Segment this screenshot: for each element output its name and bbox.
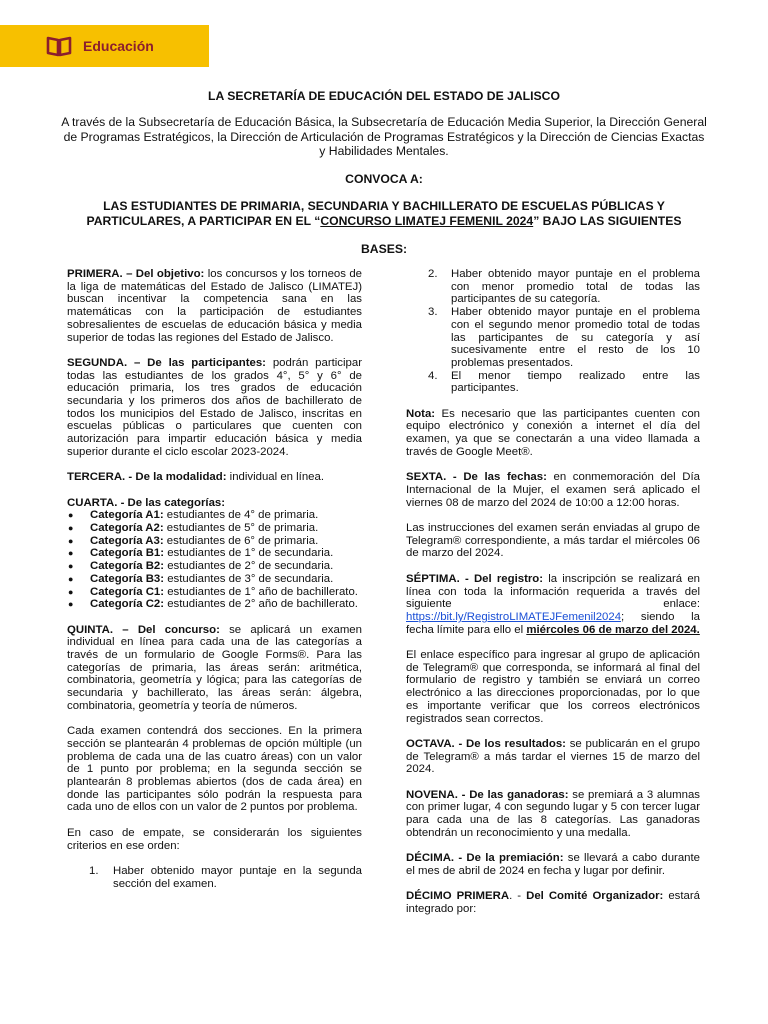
- list-item: [428, 268, 700, 306]
- section-text: podrán participar todas las estudiantes de los grados 4°, 5° y 6° de educación primaria, los tres grados de educación secundaria y los primeros dos años de bachillerato de todos los municipios del Estado de Jalisco, inscritas en escuelas públicas o particulares que cuenten con autorización para impartir educación básica y media superior durante el ciclo escolar 2023-2024.: [67, 356, 362, 458]
- section-label: DÉCIMA. - De la premiación:: [406, 852, 564, 865]
- list-item: [67, 573, 362, 586]
- registration-link[interactable]: https://bit.ly/RegistroLIMATEJFemenil2024: [406, 610, 622, 623]
- section-label: OCTAVA. - De los resultados:: [406, 737, 566, 750]
- section-segunda: [67, 357, 362, 459]
- list-text: Haber obtenido mayor puntaje en el problema con el segundo menor promedio total de todas las participantes de su categoría y así sucesivamente entre el resto de los 10 problemas presentados.: [451, 306, 700, 369]
- section-text: estará integrado por:: [406, 890, 700, 916]
- septima-paragraph-2: El enlace específico para ingresar al grupo de aplicación de Telegram® que corresponda, se informará al final del formulario de registro y también se enviará un correo electrónico a las direcciones proporcionadas, por lo que es importante verificar que los correos electrónicos registrados sean correctos.: [406, 649, 700, 725]
- intro-paragraph: A través de la Subsecretaría de Educación Básica, la Subsecretaría de Educación Media Superior, la Dirección General de Programas Estratégicos, la Dirección de Articulación de Programas Estratégicos y la Dirección de Ciencias Exactas y Habilidades Mentales.: [61, 115, 707, 158]
- note-label: Nota:: [406, 407, 436, 420]
- list-item: [67, 509, 362, 522]
- section-text: los concursos y los torneos de la liga de matemáticas del Estado de Jalisco (LIMATEJ) buscan incentivar la competencia sana en las matemáticas con la participación de estudiantes sobresalientes de escuelas de educación básica y media superior de todas las regiones del Estado de Jalisco.: [67, 268, 362, 344]
- section-text: ; siendo la fecha límite para ello el: [406, 610, 700, 636]
- list-number: 2.: [428, 268, 438, 280]
- category-name: Categoría A3:: [90, 534, 164, 547]
- section-text: individual en línea.: [226, 471, 325, 484]
- left-column: [67, 268, 362, 890]
- list-item: [67, 586, 362, 599]
- note-paragraph: [406, 408, 700, 459]
- section-sexta: [406, 471, 700, 509]
- registration-deadline: miércoles 06 de marzo del 2024.: [526, 623, 700, 636]
- list-number: 1.: [89, 864, 99, 877]
- contest-name: CONCURSO LIMATEJ FEMENIL 2024: [320, 213, 534, 228]
- quinta-paragraph-3: En caso de empate, se considerarán los siguientes criterios en ese orden:: [67, 826, 362, 852]
- note-text: Es necesario que las participantes cuenten con equipo electrónico y conexión a internet el día del examen, ya que se conectarán a una video llamada a través de Google Meet®.: [406, 407, 700, 458]
- section-label: SÉPTIMA. - Del registro:: [406, 572, 544, 585]
- section-decima: [406, 852, 700, 877]
- list-item: [67, 547, 362, 560]
- category-name: Categoría B3:: [90, 572, 165, 585]
- brand-name: Educación: [83, 38, 154, 54]
- open-book-icon: [46, 35, 72, 57]
- category-desc: estudiantes de 4° de primaria.: [163, 509, 319, 522]
- list-text: Haber obtenido mayor puntaje en la segunda sección del examen.: [113, 864, 362, 890]
- section-text: se premiará a 3 alumnas con primer lugar, 4 con segundo lugar y 5 con tercer lugar para cada una de las 8 categorías. Las ganadoras obtendrán un reconocimiento y una medalla.: [406, 788, 700, 839]
- section-primera: [67, 268, 362, 344]
- section-label: NOVENA. - De las ganadoras:: [406, 788, 569, 801]
- category-name: Categoría A1:: [90, 509, 164, 522]
- section-label: CUARTA. - De las categorías:: [67, 496, 226, 509]
- section-decimo-primera: [406, 890, 700, 915]
- section-label: Del Comité Organizador:: [526, 890, 664, 903]
- tiebreak-list-part1: [67, 865, 362, 890]
- section-label: QUINTA. – Del concurso:: [67, 623, 220, 636]
- sexta-paragraph-2: Las instrucciones del examen serán enviadas al grupo de Telegram® correspondiente, a más tardar el miércoles 06 de marzo del 2024.: [406, 522, 700, 560]
- tiebreak-list-part2: [428, 268, 700, 395]
- page-title: LA SECRETARÍA DE EDUCACIÓN DEL ESTADO DE JALISCO: [208, 89, 560, 103]
- section-octava: [406, 738, 700, 776]
- list-item: [89, 865, 362, 890]
- right-column: [406, 268, 700, 928]
- category-name: Categoría A2:: [90, 522, 164, 535]
- section-label: TERCERA. - De la modalidad:: [67, 471, 227, 484]
- section-text: se publicarán en el grupo de Telegram® a más tardar el viernes 15 de marzo del 2024.: [406, 737, 700, 776]
- list-item: [67, 598, 362, 611]
- call-heading-post: ” BAJO LAS SIGUIENTES: [533, 213, 682, 228]
- list-item: [67, 522, 362, 535]
- category-desc: estudiantes de 2° año de bachillerato.: [164, 598, 358, 611]
- section-text: se llevará a cabo durante el mes de abril de 2024 en fecha y lugar por definir.: [406, 852, 701, 877]
- list-text: Haber obtenido mayor puntaje en el problema con menor promedio total de todas las participantes de su categoría.: [451, 268, 700, 306]
- category-list: [67, 509, 362, 611]
- category-desc: estudiantes de 1° de secundaria.: [164, 547, 334, 560]
- section-septima: [406, 573, 700, 637]
- header-banner: [0, 25, 209, 67]
- category-name: Categoría B2:: [90, 560, 165, 573]
- category-desc: estudiantes de 3° de secundaria.: [164, 572, 334, 585]
- list-item: [67, 535, 362, 548]
- call-heading: [60, 199, 708, 228]
- section-text: en conmemoración del Día Internacional de la Mujer, el examen será aplicado el viernes 08 de marzo del 2024 de 10:00 a 12:00 horas.: [406, 471, 701, 509]
- category-name: Categoría B1:: [90, 547, 165, 560]
- convoca-heading: CONVOCA A:: [345, 172, 423, 186]
- list-item: [67, 560, 362, 573]
- list-number: 3.: [428, 306, 438, 319]
- section-label: SEGUNDA. – De las participantes:: [67, 356, 266, 369]
- list-item: [428, 370, 700, 395]
- list-text: El menor tiempo realizado entre las participantes.: [451, 369, 700, 395]
- section-cuarta: [67, 497, 362, 611]
- category-name: Categoría C1:: [90, 585, 165, 598]
- section-text: se aplicará un examen individual en línea para cada una de las categorías a través de un formulario de Google Forms®. Para las categorías de primaria, las áreas serán: aritmética, combinatoria, geometría y lógica; para las categorías de secundaria y bachillerato, las áreas serán: álgebra, combinatoria, geometría y teoría de números.: [67, 623, 362, 712]
- category-desc: estudiantes de 1° año de bachillerato.: [164, 585, 358, 598]
- category-desc: estudiantes de 6° de primaria.: [163, 534, 319, 547]
- call-heading-pre: LAS ESTUDIANTES DE PRIMARIA, SECUNDARIA Y BACHILLERATO DE ESCUELAS PÚBLICAS Y PARTICULARES, A PARTICIPAR EN EL “: [86, 199, 665, 228]
- quinta-paragraph-2: Cada examen contendrá dos secciones. En la primera sección se plantearán 4 problemas de opción múltiple (un problema de cada una de las cuatro áreas) con un valor de 1 punto por problema; en la segunda sección se plantearán 8 problemas abiertos (dos de cada área) en donde las participantes sólo podrán la respuesta para cada uno de ellos con un valor de 2 puntos por problema.: [67, 725, 362, 814]
- category-name: Categoría C2:: [90, 598, 165, 611]
- section-label: PRIMERA. – Del objetivo:: [67, 268, 205, 280]
- section-tercera: [67, 471, 362, 484]
- list-number: 4.: [428, 369, 438, 382]
- bases-heading: BASES:: [360, 242, 408, 256]
- section-label: DÉCIMO PRIMERA: [406, 890, 510, 903]
- section-novena: [406, 789, 700, 840]
- category-desc: estudiantes de 2° de secundaria.: [164, 560, 334, 573]
- category-desc: estudiantes de 5° de primaria.: [163, 522, 319, 535]
- list-item: [428, 306, 700, 370]
- section-label: SEXTA. - De las fechas:: [406, 471, 547, 484]
- section-text: la inscripción se realizará en línea con toda la información requerida a través del siguiente enlace:: [406, 572, 700, 611]
- section-separator: . -: [509, 890, 527, 903]
- section-quinta: [67, 624, 362, 713]
